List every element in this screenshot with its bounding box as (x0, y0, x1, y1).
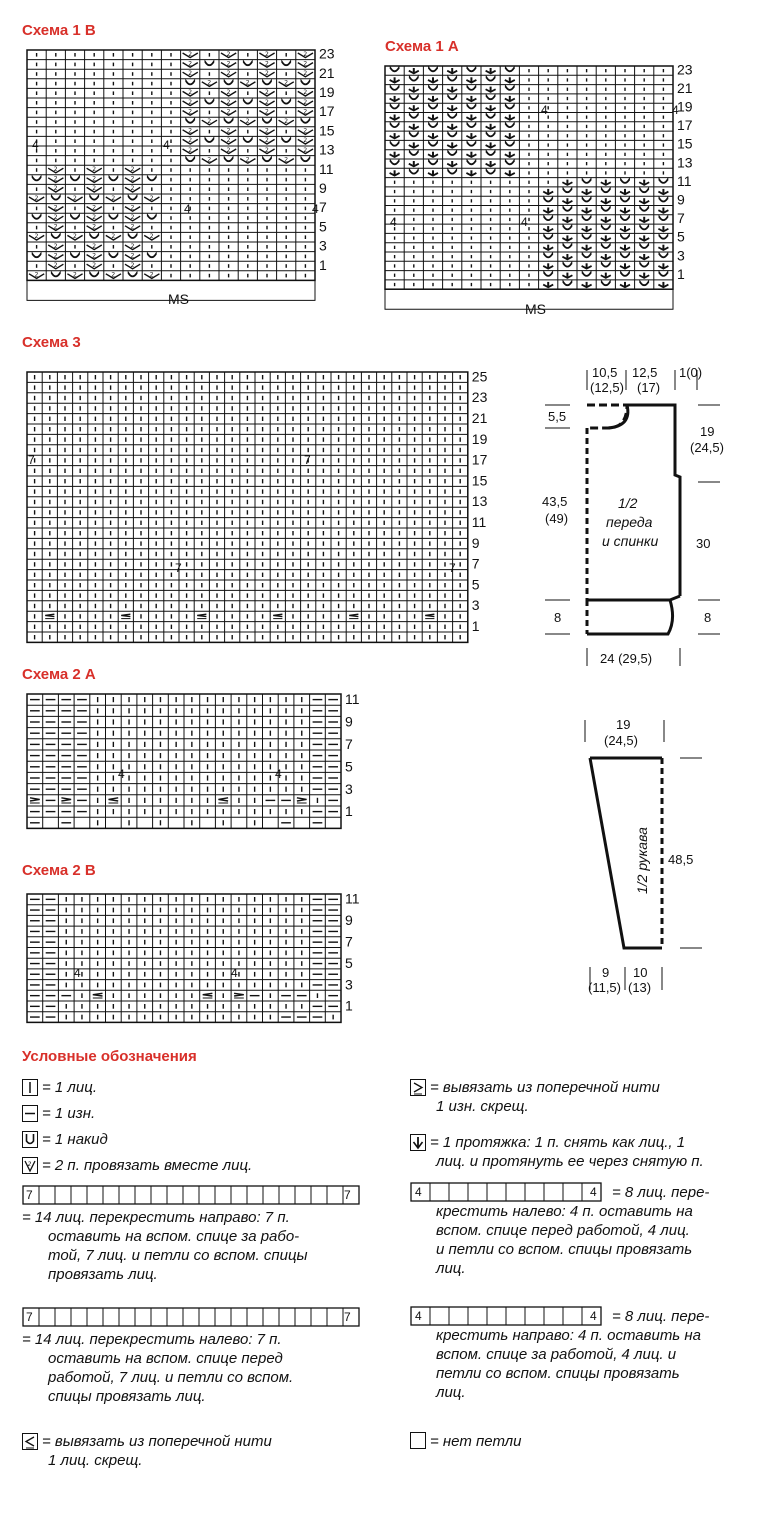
k2tog-mark: 2 (303, 89, 308, 97)
row-number: 7 (345, 933, 353, 950)
row-number: 13 (471, 493, 488, 510)
k2tog-mark: 2 (303, 98, 308, 106)
dim-rib-right: 8 (704, 610, 712, 625)
k2tog-mark: 2 (207, 156, 212, 164)
purl-symbol-icon (22, 1105, 38, 1122)
cable-count-left: 4 (74, 966, 81, 980)
k2tog-mark: 2 (188, 137, 193, 145)
k2tog-mark: 2 (34, 233, 39, 241)
k2tog-mark: 2 (265, 89, 269, 97)
k2tog-mark: 2 (265, 50, 269, 58)
row-number: 7 (319, 199, 327, 216)
k2tog-symbol-icon (22, 1157, 38, 1174)
legend-cross7-left-symbol (22, 1307, 362, 1327)
k2tog-mark: 2 (53, 204, 58, 212)
legend-yo: = 1 накид (22, 1130, 108, 1149)
k2tog-mark: 2 (53, 166, 58, 173)
k2tog-mark: 2 (130, 175, 135, 183)
dim-top-b: 12,5 (632, 365, 658, 380)
k2tog-mark: 2 (92, 242, 97, 250)
svg-text:2: 2 (27, 1161, 32, 1168)
k2tog-mark: 2 (188, 70, 193, 77)
dim-sleeve-len: 48,5 (668, 852, 694, 867)
legend-cross7-left-text: = 14 лиц. перекрестить налево: 7 п. оставить на вспом. спице перед работой, 7 лиц. и петли со вспом. спицы провязать лиц. (22, 1331, 294, 1405)
k2tog-mark: 2 (92, 175, 97, 183)
svg-text:7: 7 (344, 1188, 351, 1202)
k2tog-mark: 2 (130, 223, 135, 231)
row-number: 5 (677, 228, 685, 245)
k2tog-mark: 2 (226, 89, 231, 97)
k2tog-mark: 2 (303, 60, 308, 68)
legend-k2tog: 2 = 2 п. провязать вместе лиц. (22, 1156, 252, 1175)
svg-text:7: 7 (26, 1310, 33, 1324)
k2tog-mark: 2 (92, 223, 97, 231)
k2tog-mark: 2 (92, 166, 97, 173)
dim-sleeve-b: 10 (633, 965, 648, 980)
k2tog-mark: 2 (303, 50, 308, 58)
row-number: 1 (471, 618, 480, 634)
grid-cells (385, 66, 673, 309)
k2tog-mark: 2 (34, 271, 39, 279)
dim-sleeve-top2: (24,5) (604, 733, 638, 748)
dim-top-a: 10,5 (592, 365, 618, 380)
cable-count-right: 4 (163, 138, 170, 152)
k2tog-mark: 2 (226, 60, 231, 68)
k2tog-mark: 2 (226, 98, 231, 106)
row-number: 1 (319, 256, 327, 273)
row-number: 5 (319, 218, 327, 235)
row-number: 13 (319, 141, 335, 158)
legend-m1p: = вывязать из поперечной нити 1 изн. скрещ. (410, 1078, 660, 1116)
k2tog-mark: 2 (149, 194, 154, 202)
k2tog-mark: 2 (188, 50, 193, 58)
k2tog-mark: 2 (226, 137, 231, 145)
row-number: 9 (471, 534, 480, 551)
row-number: 5 (345, 954, 353, 971)
k2tog-mark: 2 (284, 118, 289, 125)
grid-cells (27, 694, 341, 828)
k2tog-mark: 2 (149, 271, 154, 279)
legend-nostitch: = нет петли (410, 1432, 521, 1451)
k2tog-mark: 2 (265, 60, 269, 68)
k2tog-mark: 2 (265, 70, 269, 77)
k2tog-mark: 2 (92, 252, 97, 260)
row-number: 17 (677, 117, 693, 134)
cable-count-right: 4 (231, 966, 238, 980)
k2tog-mark: 2 (34, 194, 39, 202)
k2tog-mark: 2 (265, 108, 269, 116)
row-number: 3 (345, 780, 353, 797)
row-number: 5 (471, 576, 480, 593)
k2tog-mark: 2 (130, 214, 135, 221)
row-number: 9 (345, 912, 353, 929)
row-number: 1 (345, 803, 353, 820)
knit-symbol-icon (22, 1079, 38, 1096)
svg-text:7: 7 (26, 1188, 33, 1202)
grid-cells (27, 50, 315, 300)
row-number: 7 (677, 210, 685, 227)
row-number: 9 (319, 180, 327, 196)
svg-text:4: 4 (415, 1309, 422, 1323)
cable-symbol (23, 1186, 359, 1204)
row-number: 15 (677, 135, 693, 152)
k2tog-mark: 2 (265, 127, 269, 135)
dim-top-b2: (17) (637, 380, 661, 395)
row-number: 15 (319, 122, 335, 139)
dim-to-armhole: 30 (696, 536, 711, 551)
dim-sleeve-a2: (11,5) (588, 980, 621, 995)
svg-text:7: 7 (344, 1310, 351, 1324)
legend-m1l: = вывязать из поперечной нити 1 лиц. скрещ. (22, 1432, 272, 1470)
row-number: 11 (345, 890, 360, 907)
k2tog-mark: 2 (53, 242, 58, 250)
cable2-count-right: 4 (521, 215, 528, 229)
m1-knit-symbol-icon (22, 1433, 38, 1450)
grid-cells (27, 372, 468, 642)
k2tog-mark: 2 (130, 252, 135, 260)
row-number: 5 (345, 758, 353, 775)
row-number: 17 (471, 451, 488, 468)
no-stitch-symbol-icon (410, 1432, 426, 1449)
k2tog-mark: 2 (53, 185, 58, 193)
k2tog-mark: 2 (73, 194, 77, 202)
dim-sleeve-top: 19 (616, 717, 631, 732)
body-label-3: и спинки (602, 533, 659, 549)
row-number: 7 (471, 555, 480, 572)
legend-knit: = 1 лиц. (22, 1078, 97, 1097)
row-number: 23 (677, 61, 693, 78)
svg-text:4: 4 (590, 1309, 597, 1323)
k2tog-mark: 2 (92, 214, 97, 221)
row-number: 21 (471, 410, 488, 426)
schema-2b-grid (22, 890, 382, 1030)
k2tog-mark: 2 (188, 127, 193, 135)
k2tog-mark: 2 (188, 89, 193, 97)
k2tog-mark: 2 (303, 146, 308, 154)
schema-3-grid (22, 368, 502, 643)
k2tog-mark: 2 (130, 166, 135, 173)
k2tog-mark: 2 (130, 242, 135, 250)
k2tog-mark: 2 (111, 233, 116, 241)
cable2-count-left: 7 (175, 561, 182, 575)
row-number: 19 (677, 98, 693, 115)
dim-width: 24 (29,5) (600, 651, 653, 666)
schema-1b-grid (22, 46, 382, 316)
schema-2a-grid (22, 690, 382, 835)
legend-title: Условные обозначения (22, 1048, 197, 1065)
cable-count-right: 4 (672, 103, 679, 117)
k2tog-mark: 2 (265, 98, 269, 106)
k2tog-mark: 2 (53, 252, 58, 260)
ms-label: MS (525, 301, 546, 317)
row-number: 11 (471, 514, 487, 530)
sleeve-label: 1/2 рукава (634, 827, 650, 894)
k2tog-mark: 2 (53, 214, 58, 221)
k2tog-mark: 2 (245, 118, 250, 125)
grid-cells (27, 894, 341, 1022)
row-number: 11 (677, 172, 692, 189)
k2tog-mark: 2 (226, 146, 231, 154)
k2tog-mark: 2 (303, 70, 308, 77)
k2tog-mark: 2 (226, 127, 231, 135)
k2tog-mark: 2 (207, 118, 212, 125)
row-number: 19 (471, 430, 488, 447)
k2tog-mark: 2 (226, 50, 231, 58)
legend-cross7-right-text: = 14 лиц. перекрестить направо: 7 п. оставить на вспом. спице за рабо- той, 7 лиц. и петли со вспом. спицы провязать лиц. (22, 1209, 308, 1283)
row-number: 21 (319, 64, 335, 81)
k2tog-mark: 2 (111, 194, 116, 202)
cable2-count-left: 4 (184, 202, 191, 216)
svg-text:4: 4 (590, 1185, 597, 1199)
cable-count-left: 4 (32, 138, 39, 152)
k2tog-mark: 2 (303, 108, 308, 116)
row-number: 3 (319, 237, 327, 254)
schema-3-title: Схема 3 (22, 334, 81, 351)
k2tog-mark: 2 (53, 223, 58, 231)
k2tog-mark: 2 (226, 70, 231, 77)
cable-count-left: 7 (28, 453, 35, 467)
k2tog-mark: 2 (73, 271, 77, 279)
svg-text:4: 4 (415, 1185, 422, 1199)
cable-count-left: 4 (541, 103, 548, 117)
k2tog-mark: 2 (92, 262, 97, 269)
row-number: 1 (677, 265, 685, 282)
k2tog-mark: 2 (284, 156, 289, 164)
cable2-count-left: 4 (390, 215, 397, 229)
row-number: 1 (345, 997, 353, 1014)
row-number: 11 (319, 160, 334, 177)
k2tog-mark: 2 (188, 108, 193, 116)
dim-sleeve-a: 9 (602, 965, 610, 980)
row-number: 19 (319, 84, 335, 100)
row-number: 11 (345, 691, 360, 708)
k2tog-mark: 2 (130, 262, 135, 269)
k2tog-mark: 2 (130, 185, 135, 193)
row-number: 3 (471, 597, 480, 614)
k2tog-mark: 2 (73, 233, 77, 241)
row-number: 23 (319, 45, 335, 62)
dim-neck: 5,5 (548, 409, 567, 424)
row-number: 7 (345, 736, 353, 752)
row-number: 17 (319, 103, 335, 120)
dim-rib-left: 8 (554, 610, 562, 625)
dim-sleeve-b2: (13) (628, 980, 652, 995)
body-label-1: 1/2 (618, 495, 638, 511)
row-number: 13 (677, 154, 693, 171)
schema-1a-grid (380, 62, 720, 322)
k2tog-mark: 2 (111, 271, 116, 279)
legend-slip: = 1 протяжка: 1 п. снять как лиц., 1 лиц. и протянуть ее через снятую п. (410, 1133, 704, 1171)
m1-purl-symbol-icon (410, 1079, 426, 1096)
row-number: 15 (471, 472, 488, 489)
k2tog-mark: 2 (188, 98, 193, 106)
legend-cross4-left-text: = 8 лиц. пере- крестить налево: 4 п. оставить на вспом. спице перед работой, 4 лиц. и петли со вспом. спицы провязать лиц. (436, 1184, 710, 1277)
k2tog-mark: 2 (188, 60, 193, 68)
schema-1b-title: Схема 1 В (22, 22, 96, 39)
row-number: 9 (345, 713, 353, 730)
k2tog-mark: 2 (53, 175, 58, 183)
k2tog-mark: 2 (226, 108, 231, 116)
dim-top-a2: (12,5) (590, 380, 624, 395)
dim-armhole: 19 (700, 424, 715, 439)
k2tog-mark: 2 (149, 233, 154, 241)
dim-armhole2: (24,5) (690, 440, 724, 455)
row-number: 3 (677, 247, 685, 264)
k2tog-mark: 2 (265, 137, 269, 145)
cable-count-left: 4 (118, 767, 125, 781)
ms-label: MS (168, 291, 189, 307)
k2tog-mark: 2 (207, 79, 212, 87)
k2tog-mark: 2 (92, 204, 97, 212)
sleeve-pattern (570, 712, 770, 1002)
row-number: 21 (677, 79, 693, 96)
row-number: 3 (345, 976, 353, 993)
k2tog-mark: 2 (303, 127, 308, 135)
k2tog-mark: 2 (303, 137, 308, 145)
schema-2a-title: Схема 2 А (22, 666, 96, 683)
k2tog-mark: 2 (53, 262, 58, 269)
cable2-count-right: 4 (312, 202, 319, 216)
k2tog-mark: 2 (130, 204, 135, 212)
body-label-2: переда (606, 514, 653, 530)
schema-2b-title: Схема 2 В (22, 862, 96, 879)
k2tog-mark: 2 (245, 156, 250, 164)
legend-purl: = 1 изн. (22, 1104, 95, 1123)
k2tog-mark: 2 (188, 146, 193, 154)
dim-side: 43,5 (542, 494, 568, 509)
row-number: 9 (677, 191, 685, 208)
row-number: 23 (471, 389, 488, 406)
k2tog-mark: 2 (245, 79, 250, 87)
cable-count-right: 4 (275, 767, 282, 781)
k2tog-mark: 2 (265, 146, 269, 154)
legend-cross7-right-symbol (22, 1185, 362, 1205)
row-number: 25 (471, 368, 488, 385)
schema-1a-title: Схема 1 А (385, 38, 459, 55)
cable-count-right: 7 (304, 453, 311, 467)
dim-side2: (49) (545, 511, 569, 526)
dim-top-c: 1(0) (679, 365, 703, 380)
cable2-count-right: 7 (449, 561, 456, 575)
cable-symbol (23, 1308, 359, 1326)
body-pattern (520, 360, 770, 680)
yarn-over-symbol-icon (22, 1131, 38, 1148)
slip-symbol-icon (410, 1134, 426, 1151)
k2tog-mark: 2 (284, 79, 289, 87)
legend-cross4-right-text: = 8 лиц. пере- крестить направо: 4 п. оставить на вспом. спице за работой, 4 лиц. и петли со вспом. спицы провязать лиц. (436, 1308, 710, 1401)
k2tog-mark: 2 (92, 185, 97, 193)
